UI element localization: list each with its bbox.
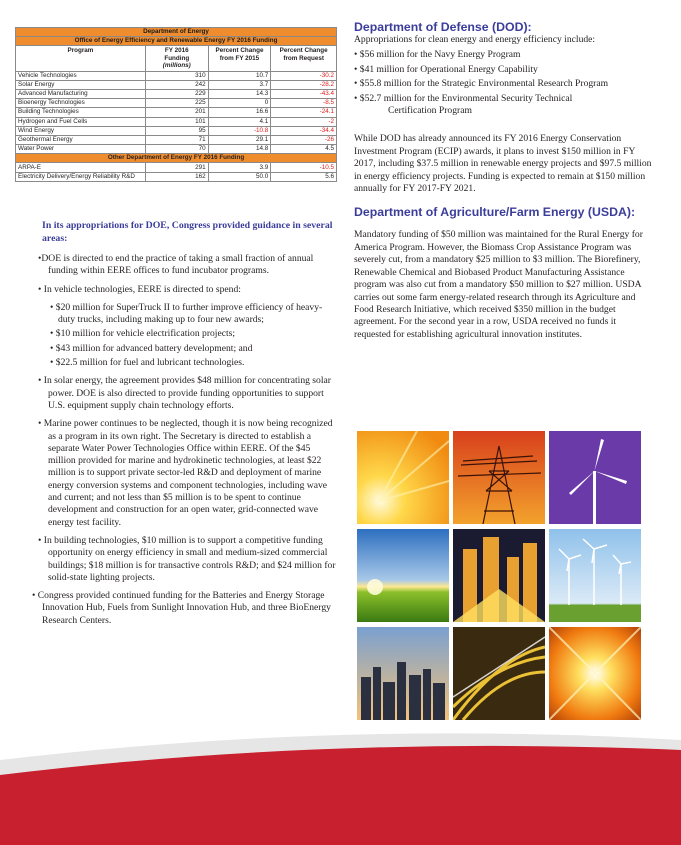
table-row: [16, 126, 337, 135]
cell-change-2015: 29.1: [208, 135, 271, 144]
col-header-funding: FY 2016 Funding (millions): [145, 46, 208, 71]
sub-bullet: • $20 million for SuperTruck II to further improve efficiency of heavy-duty trucks, including making up to four new awards;: [50, 301, 323, 326]
right-column: [354, 20, 654, 341]
dod-paragraph: While DOD has already announced its FY 2016 Energy Conservation Investment Program (ECIP) awards, it plans to invest $150 million in FY 2017, including $37.5 million in renewable energy projects and $97.5 million in energy efficiency projects. Funding is expected to remain at $150 million annually for FY 2017-FY 2021.: [354, 133, 652, 195]
wind-farm-image: [549, 529, 641, 622]
city-night-image: [453, 529, 545, 622]
cell-change-request: -43.4: [271, 89, 337, 98]
left-column: [32, 220, 338, 633]
cell-funding: 95: [145, 126, 208, 135]
bullet-buildings: • In building technologies, $10 million is to support a competitive funding opportunity on energy efficiency in small and medium-sized commercial buildings; $18 million is for transactive controls R&D; and $24 million for solid-state lighting projects.: [38, 534, 336, 583]
bullet-incubator: •DOE is directed to end the practice of taking a small fraction of annual funding within EERE offices to fund incubator programs.: [38, 253, 314, 277]
bullet-solar: • In solar energy, the agreement provides $48 million for concentrating solar power. DOE is also directed to provide funding opportunities to support U.S. equipment supply chain technology efforts.: [38, 375, 331, 411]
bullet-vehicle: • In vehicle technologies, EERE is directed to spend:: [38, 283, 241, 295]
cell-program: Vehicle Technologies: [16, 71, 146, 80]
cell-change-2015: 14.8: [208, 145, 271, 154]
cell-change-request: -26: [271, 135, 337, 144]
table-row: [16, 135, 337, 144]
energy-photo-grid: [357, 431, 641, 721]
cell-program: Bioenergy Technologies: [16, 99, 146, 108]
cell-program: Solar Energy: [16, 80, 146, 89]
cell-change-2015: 50.0: [208, 172, 271, 181]
sub-bullet: • $43 million for advanced battery development; and: [50, 342, 253, 354]
cell-program: Electricity Delivery/Energy Reliability R&D: [16, 172, 146, 181]
cell-change-2015: 14.3: [208, 89, 271, 98]
dod-item: • $56 million for the Navy Energy Program: [354, 49, 521, 61]
bullet-hubs: • Congress provided continued funding for the Batteries and Energy Storage Innovation Hub, Fuels from Sunlight Innovation Hub, and three BioEnergy Research Centers.: [32, 590, 331, 626]
skyline-image: [357, 627, 449, 720]
cell-change-2015: 4.1: [208, 117, 271, 126]
cell-funding: 201: [145, 108, 208, 117]
cell-change-2015: 16.6: [208, 108, 271, 117]
sub-bullet: • $10 million for vehicle electrification projects;: [50, 328, 236, 340]
cell-funding: 225: [145, 99, 208, 108]
intro-text: In its appropriations for DOE, Congress provided guidance in several areas:: [42, 220, 333, 244]
cell-funding: 291: [145, 163, 208, 172]
cell-change-request: -2: [271, 117, 337, 126]
cell-funding: 242: [145, 80, 208, 89]
table-row: [16, 71, 337, 80]
table-row: [16, 172, 337, 181]
dod-intro: Appropriations for clean energy and energy efficiency include:: [354, 34, 596, 45]
field-sunset-image: [357, 529, 449, 622]
dod-item: • $55.8 million for the Strategic Environmental Research Program: [354, 78, 609, 90]
light-trails-image: [453, 627, 545, 720]
cell-change-2015: 3.9: [208, 163, 271, 172]
cell-funding: 101: [145, 117, 208, 126]
cell-change-2015: -10.8: [208, 126, 271, 135]
cell-program: Hydrogen and Fuel Cells: [16, 117, 146, 126]
cell-change-2015: 3.7: [208, 80, 271, 89]
table-row: [16, 80, 337, 89]
col-header-program: Program: [16, 46, 146, 71]
cell-funding: 310: [145, 71, 208, 80]
table-row: [16, 163, 337, 172]
cell-change-request: -34.4: [271, 126, 337, 135]
cell-change-request: -24.1: [271, 108, 337, 117]
cell-program: Geothermal Energy: [16, 135, 146, 144]
cell-funding: 229: [145, 89, 208, 98]
sub-bullet: • $22.5 million for fuel and lubricant technologies.: [50, 357, 245, 369]
dod-heading: Department of Defense (DOD):: [354, 20, 532, 34]
table-subheader: Other Department of Energy FY 2016 Funding: [16, 154, 337, 163]
cell-program: ARPA-E: [16, 163, 146, 172]
page-footer-swoosh: [0, 720, 681, 845]
table-row: [16, 108, 337, 117]
usda-paragraph: Mandatory funding of $50 million was maintained for the Rural Energy for America Program. However, the Biomass Crop Assistance Program was severely cut, from a mandatory $25 million to $3 million. The Biorefinery, Renewable Chemical and Biobased Product Manufacturing Assistance program was also cut from a mandatory $50 million to $27 million. USDA carries out some farm energy-related research through its Agriculture and Food Research Initiative, which received $350 million in the budget agreement. For the second year in a row, USDA received no funds it requested for establishing agricultural innovation institutes.: [354, 229, 643, 340]
power-lines-image: [453, 431, 545, 524]
cell-change-2015: 10.7: [208, 71, 271, 80]
cell-change-request: 5.6: [271, 172, 337, 181]
table-row: [16, 117, 337, 126]
usda-heading: Department of Agriculture/Farm Energy (USDA):: [354, 205, 636, 220]
cell-change-request: -10.5: [271, 163, 337, 172]
cell-change-request: 4.5: [271, 145, 337, 154]
solar-burst-image: [549, 627, 641, 720]
cell-program: Wind Energy: [16, 126, 146, 135]
table-subtitle: Office of Energy Efficiency and Renewable Energy FY 2016 Funding: [16, 37, 337, 46]
funding-table: [15, 27, 337, 182]
col-header-change-2015: Percent Change from FY 2015: [208, 46, 271, 71]
table-title: Department of Energy: [16, 28, 337, 37]
cell-change-request: -30.2: [271, 71, 337, 80]
table-row: [16, 89, 337, 98]
cell-funding: 71: [145, 135, 208, 144]
bullet-marine: • Marine power continues to be neglected, though it is now being recognized as a program in its own right. The Secretary is directed to establish a separate Water Power Technologies Office within EERE. Of the $45 million provided for marine and hydrokinetic technologies, at least $22 million is to support private sector-led R&D and deployment of marine energy conversion systems and component technologies, including wave and current; and not less than $5 million is to be spent to continue development and construction for an open water, grid-connected wave energy test facility.: [38, 418, 333, 528]
dod-item: • $41 million for Operational Energy Capability: [354, 63, 538, 75]
cell-program: Advanced Manufacturing: [16, 89, 146, 98]
col-header-change-request: Percent Change from Request: [271, 46, 337, 71]
cell-program: Water Power: [16, 145, 146, 154]
cell-change-request: -8.5: [271, 99, 337, 108]
table-row: [16, 99, 337, 108]
wind-turbine-image: [549, 431, 641, 524]
sunlight-image: [357, 431, 449, 524]
dod-item: • $52.7 million for the Environmental Security Technical Certification Program: [354, 92, 573, 117]
cell-funding: 70: [145, 145, 208, 154]
cell-program: Building Technologies: [16, 108, 146, 117]
table-row: [16, 145, 337, 154]
cell-change-2015: 0: [208, 99, 271, 108]
cell-change-request: -28.2: [271, 80, 337, 89]
cell-funding: 162: [145, 172, 208, 181]
